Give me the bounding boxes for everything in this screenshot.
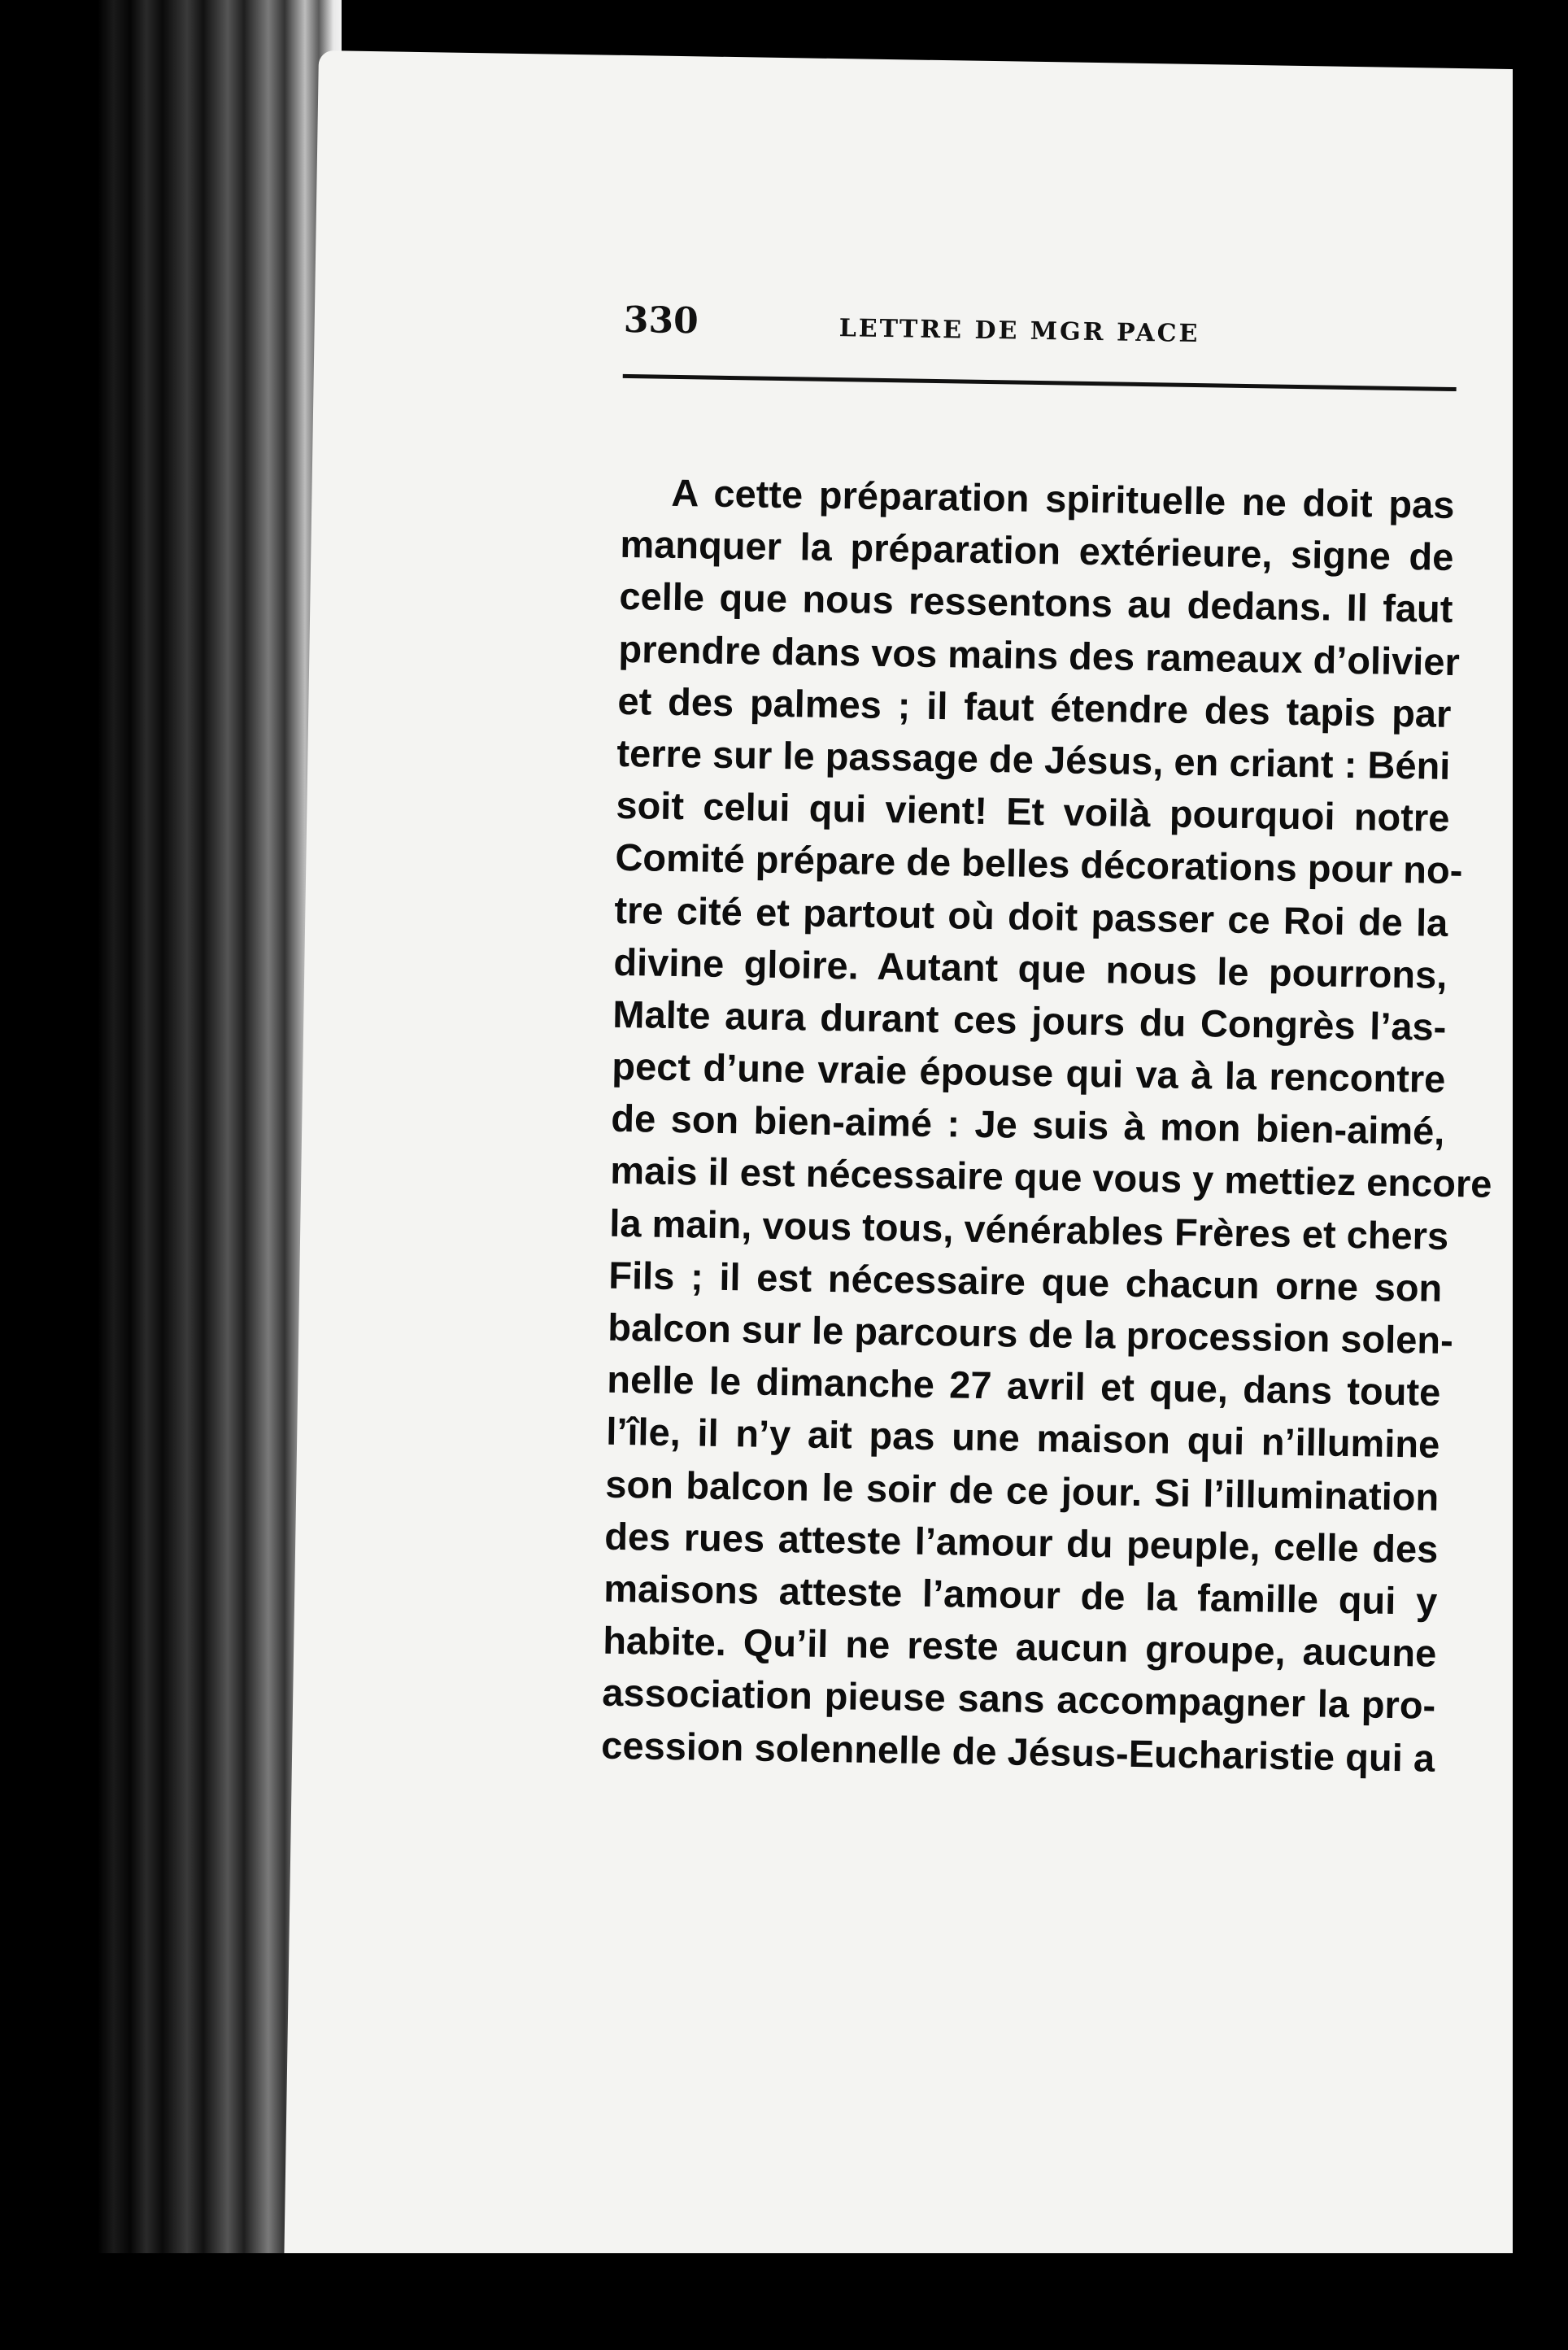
text-line: mais il est nécessaire que vous y mettiez encore [610, 1149, 1492, 1206]
page-header [623, 299, 1453, 377]
text-line: la main, vous tous, vénérables Frères et chers [608, 1201, 1449, 1258]
text-line: et des palmes ; il faut étendre des tapis par [617, 678, 1452, 735]
text-line: maisons atteste l’amour de la famille qui y [603, 1566, 1438, 1623]
text-line: A cette préparation spirituelle ne doit pas [671, 470, 1455, 526]
running-head: LETTRE DE MGR PACE [838, 314, 1200, 349]
text-line: divine gloire. Autant que nous le pourrons, [613, 940, 1448, 996]
text-line: Fils ; il est nécessaire que chacun orne son [608, 1253, 1443, 1310]
text-line: soit celui qui vient! Et voilà pourquoi notre [616, 783, 1450, 840]
right-shadow [1513, 0, 1568, 2350]
text-line: balcon sur le parcours de la procession solen- [607, 1305, 1454, 1362]
text-line: l’île, il n’y ait pas une maison qui n’illumine [605, 1410, 1440, 1467]
body-text [600, 466, 1492, 1785]
text-line: cession solennelle de Jésus-Eucharistie qui a [600, 1723, 1435, 1780]
header-rule [623, 374, 1457, 391]
text-line: association pieuse sans accompagner la pro- [601, 1671, 1436, 1728]
book-page [284, 50, 1554, 2274]
bottom-shadow [0, 2253, 1568, 2350]
text-line: tre cité et partout où doit passer ce Roi de la [614, 887, 1448, 944]
text-line: pect d’une vraie épouse qui va à la rencontre [612, 1044, 1446, 1101]
text-line: celle que nous ressentons au dedans. Il faut [619, 574, 1453, 631]
text-line: son balcon le soir de ce jour. Si l’illumination [604, 1462, 1440, 1519]
text-line: Comité prépare de belles décorations pour no- [615, 835, 1463, 892]
text-line: des rues atteste l’amour du peuple, celle des [603, 1514, 1439, 1571]
text-line: terre sur le passage de Jésus, en criant : Béni [616, 730, 1451, 787]
page-number: 330 [623, 299, 699, 342]
text-line: nelle le dimanche 27 avril et que, dans toute [606, 1357, 1441, 1415]
text-line: Malte aura durant ces jours du Congrès l’as- [612, 992, 1447, 1049]
text-line: habite. Qu’il ne reste aucun groupe, aucune [602, 1618, 1437, 1675]
text-line: manquer la préparation extérieure, signe de [620, 522, 1454, 579]
text-line: prendre dans vos mains des rameaux d’olivier [618, 626, 1461, 683]
text-line: de son bien-aimé : Je suis à mon bien-aimé, [611, 1097, 1445, 1153]
